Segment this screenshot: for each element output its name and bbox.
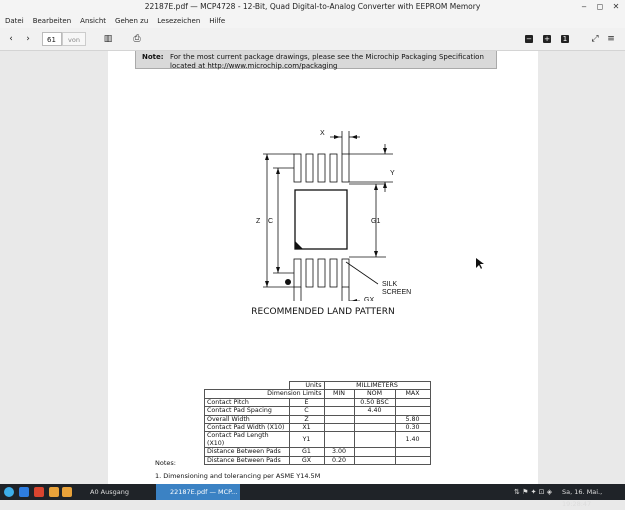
drawing-title: RECOMMENDED LAND PATTERN	[251, 307, 395, 317]
units-value: MILLIMETERS	[324, 382, 430, 390]
row-nom	[354, 432, 395, 448]
table-row	[205, 382, 431, 390]
notes-heading: Notes:	[155, 459, 176, 467]
row-max: 0.30	[395, 424, 430, 432]
menu-help[interactable]: Hilfe	[209, 17, 226, 25]
task-button-pdf[interactable]	[156, 484, 240, 500]
maximize-icon[interactable]: ◻	[596, 2, 604, 11]
row-nom	[354, 415, 395, 423]
print-icon[interactable]: ⎙	[133, 34, 141, 44]
row-max	[395, 398, 430, 406]
forward-arrow-icon[interactable]: ›	[26, 34, 30, 44]
row-min: 3.00	[324, 448, 354, 456]
notes-section	[155, 459, 320, 484]
label-z: Z	[256, 218, 261, 225]
window-title: 22187E.pdf — MCP4728 - 12-Bit, Quad Digital-to-Analog Converter with EEPROM Memory	[144, 2, 481, 11]
row-nom	[354, 424, 395, 432]
row-min: 0.20	[324, 456, 354, 464]
row-nom: 4.40	[354, 407, 395, 415]
label-g1: G1	[371, 218, 381, 225]
tray-icons[interactable]: ⇅ ⚑ ✦ ⊡ ◈	[514, 488, 553, 496]
table-row	[205, 415, 431, 423]
row-max	[395, 448, 430, 456]
row-symbol: E	[289, 398, 324, 406]
row-min	[324, 415, 354, 423]
row-min	[324, 424, 354, 432]
notes-item: 1. Dimensioning and tolerancing per ASME Y14.5M	[155, 472, 321, 480]
row-max	[395, 456, 430, 464]
table-row	[205, 390, 431, 398]
note-text: For the most current package drawings, please see the Microchip Packaging Specification located at http://www.microchip.com/packaging	[170, 53, 484, 70]
col-max: MAX	[395, 390, 430, 398]
table-row	[205, 407, 431, 415]
app-launcher-icon[interactable]	[4, 487, 14, 497]
row-max	[395, 407, 430, 415]
zoom-out-button[interactable]: −	[526, 35, 532, 43]
row-symbol: X1	[289, 424, 324, 432]
fit-page-button[interactable]: 1	[562, 35, 568, 43]
land-pattern-drawing	[108, 71, 538, 301]
files-icon[interactable]	[49, 487, 59, 497]
window-controls	[579, 2, 621, 12]
table-row	[205, 398, 431, 406]
menu-go[interactable]: Gehen zu	[115, 17, 149, 25]
taskbar	[0, 484, 625, 508]
units-label: Units	[289, 382, 324, 390]
label-y: Y	[390, 170, 395, 177]
menu-bookmarks[interactable]: Lesezeichen	[157, 17, 201, 25]
row-symbol: G1	[289, 448, 324, 456]
menu-file[interactable]: Datei	[5, 17, 24, 25]
label-c: C	[268, 218, 274, 225]
minimize-icon[interactable]: ‒	[581, 2, 587, 11]
task-label: A0 Ausgang	[90, 488, 129, 496]
table-row	[205, 432, 431, 448]
back-arrow-icon[interactable]: ‹	[9, 34, 13, 44]
browser-icon[interactable]	[19, 487, 29, 497]
fit-width-icon[interactable]: ⤢	[591, 34, 599, 44]
note-label: Note:	[142, 53, 164, 61]
page-number-input[interactable]: 61	[42, 32, 62, 46]
label-gx: GX	[364, 297, 375, 301]
zoom-in-button[interactable]: +	[544, 35, 550, 43]
page-count-label: von	[62, 32, 86, 46]
task-button-folder[interactable]	[80, 484, 154, 500]
row-max: 1.40	[395, 432, 430, 448]
row-max: 5.80	[395, 415, 430, 423]
row-name: Distance Between Pads	[205, 456, 290, 464]
row-nom	[354, 448, 395, 456]
hamburger-menu-icon[interactable]: ≡	[607, 34, 615, 44]
menu-bar	[0, 14, 625, 28]
clock[interactable]: Sa, 16. Mai., 19:28:47	[562, 488, 603, 508]
menu-view[interactable]: Ansicht	[80, 17, 107, 25]
table-row	[205, 448, 431, 456]
toolbar	[0, 28, 625, 51]
row-min	[324, 398, 354, 406]
document-viewport[interactable]	[0, 51, 625, 484]
row-min	[324, 407, 354, 415]
row-nom	[354, 456, 395, 464]
task-label: 22187E.pdf — MCP...	[170, 488, 238, 496]
col-min: MIN	[324, 390, 354, 398]
folder-icon[interactable]	[62, 487, 72, 497]
row-symbol: Z	[289, 415, 324, 423]
row-name: Contact Pad Width (X10)	[205, 424, 290, 432]
sidebar-toggle-icon[interactable]: ▥	[103, 34, 113, 44]
col-nom: NOM	[354, 390, 395, 398]
dimension-table	[204, 381, 431, 465]
table-row	[205, 424, 431, 432]
row-name: Contact Pitch	[205, 398, 290, 406]
row-symbol: Y1	[289, 432, 324, 448]
close-icon[interactable]: ✕	[612, 2, 620, 11]
row-name: Overall Width	[205, 415, 290, 423]
label-silk: SILK	[382, 281, 398, 288]
menu-edit[interactable]: Bearbeiten	[32, 17, 72, 25]
row-name: Contact Pad Length (X10)	[205, 432, 290, 448]
row-symbol: C	[289, 407, 324, 415]
window-titlebar	[0, 0, 625, 14]
row-name: Distance Between Pads	[205, 448, 290, 456]
row-min	[324, 432, 354, 448]
label-screen: SCREEN	[382, 289, 412, 296]
dim-limits-label: Dimension Limits	[205, 390, 325, 398]
pdf-page	[108, 51, 538, 484]
mail-icon[interactable]	[34, 487, 44, 497]
row-name: Contact Pad Spacing	[205, 407, 290, 415]
row-nom: 0.50 BSC	[354, 398, 395, 406]
note-box	[135, 51, 497, 69]
label-x: X	[320, 130, 325, 137]
row-symbol: GX	[289, 456, 324, 464]
